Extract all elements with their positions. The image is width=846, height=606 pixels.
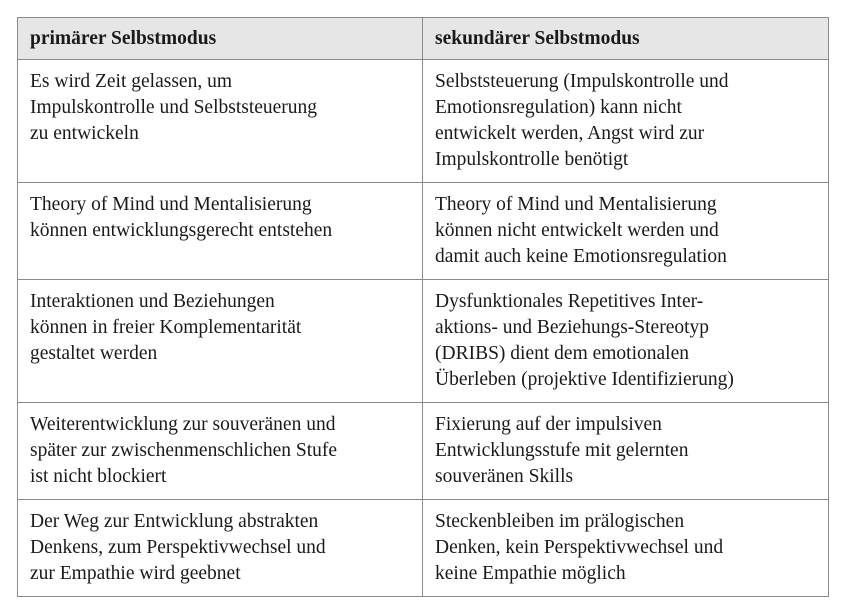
comparison-table xyxy=(17,17,829,597)
cell-text: Selbststeuerung (Impulskontrolle und Emotionsregulation) kann nicht entwickelt werden, Angst wird zur Impulskontrolle benötigt xyxy=(435,71,729,170)
cell-text: Interaktionen und Beziehungen können in freier Komplementarität gestaltet werden xyxy=(30,291,302,364)
cell-text: Theory of Mind und Mentalisierung können entwicklungsgerecht entstehen xyxy=(30,194,333,241)
table-row xyxy=(18,183,829,280)
cell-text: Steckenbleiben im prälogischen Denken, kein Perspektivwechsel und keine Empathie möglich xyxy=(435,511,724,584)
cell-text: Fixierung auf der impulsiven Entwicklungsstufe mit gelernten souveränen Skills xyxy=(435,414,689,487)
table-cell xyxy=(423,183,829,280)
cell-text: Der Weg zur Entwicklung abstrakten Denkens, zum Perspektivwechsel und zur Empathie wird geebnet xyxy=(30,511,326,584)
table-cell xyxy=(423,500,829,597)
header-secondary-mode: sekundärer Selbstmodus xyxy=(423,18,829,60)
cell-text: Dysfunktionales Repetitives Inter- aktions- und Beziehungs-Stereotyp (DRIBS) dient dem emotionalen Überleben (projektive Identifizierung) xyxy=(435,291,734,390)
table-body xyxy=(18,60,829,597)
cell-text: Es wird Zeit gelassen, um Impulskontrolle und Selbststeuerung zu entwickeln xyxy=(30,71,318,144)
table-row xyxy=(18,403,829,500)
table-cell xyxy=(18,403,423,500)
header-row xyxy=(18,18,829,60)
cell-text: Weiterentwicklung zur souveränen und später zur zwischenmenschlichen Stufe ist nicht blockiert xyxy=(30,414,338,487)
table-row xyxy=(18,500,829,597)
table-cell xyxy=(18,280,423,403)
table-cell xyxy=(423,60,829,183)
cell-text: Theory of Mind und Mentalisierung können nicht entwickelt werden und damit auch keine Emotionsregulation xyxy=(435,194,727,267)
table-row xyxy=(18,280,829,403)
table-cell xyxy=(423,403,829,500)
table-cell xyxy=(423,280,829,403)
table-cell xyxy=(18,60,423,183)
header-primary-mode: primärer Selbstmodus xyxy=(18,18,423,60)
table-header xyxy=(18,18,829,60)
table-row xyxy=(18,60,829,183)
table-cell xyxy=(18,500,423,597)
table-cell xyxy=(18,183,423,280)
